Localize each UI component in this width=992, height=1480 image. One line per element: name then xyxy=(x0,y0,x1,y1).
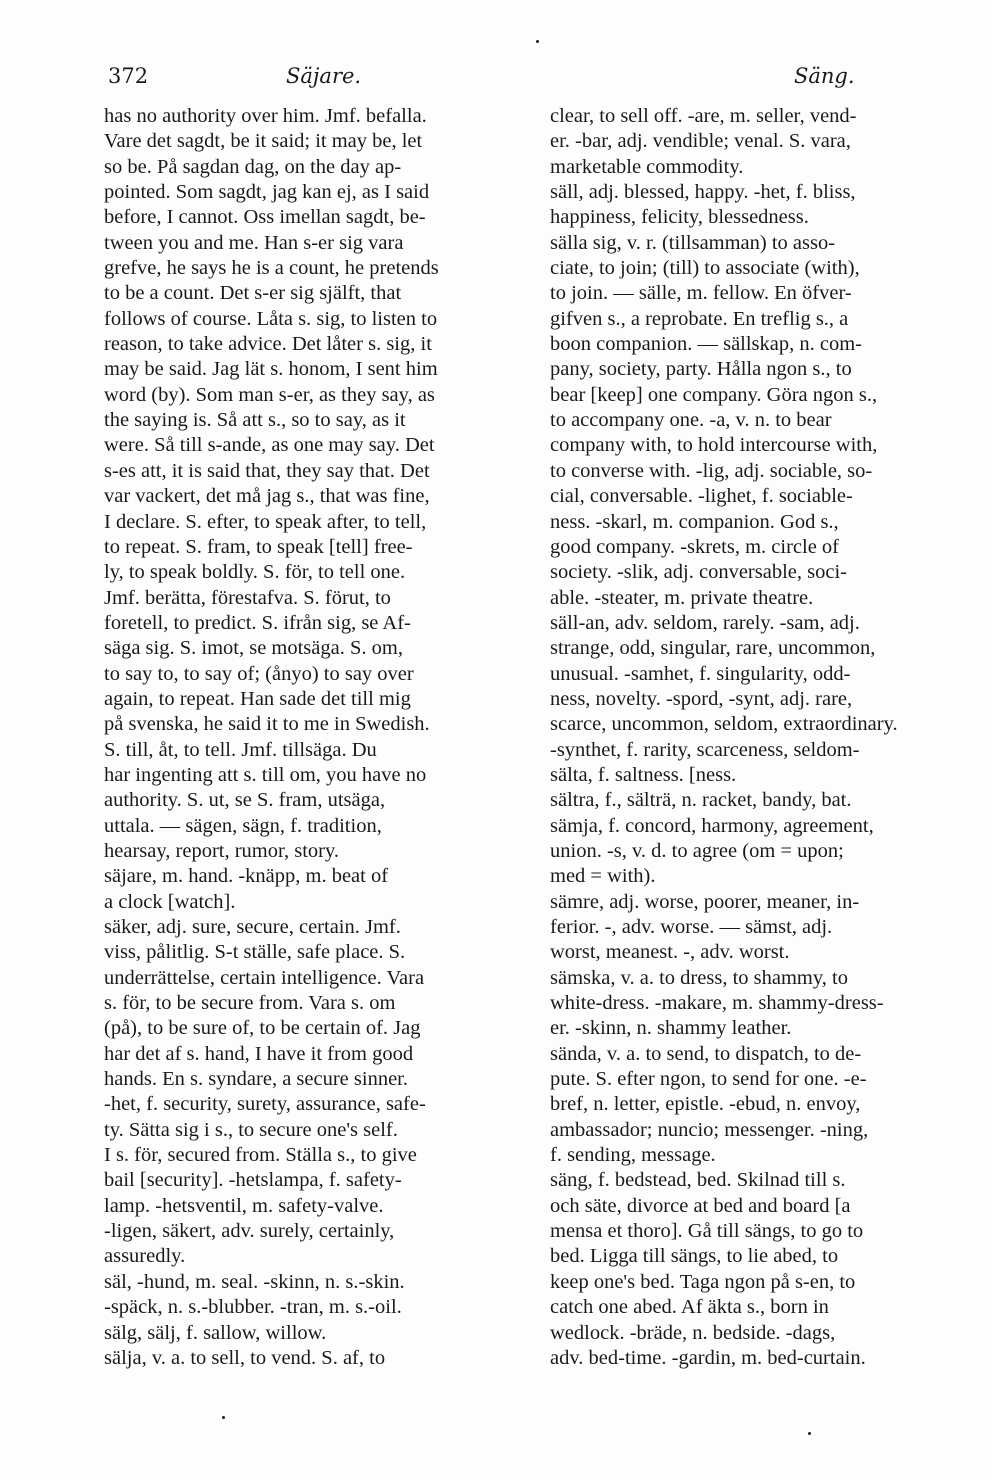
left-column-line: reason, to take advice. Det låter s. sig, it xyxy=(104,333,432,356)
left-column-line: sälja, v. a. to sell, to vend. S. af, to xyxy=(104,1346,386,1369)
right-column-line: bear [keep] one company. Göra ngon s., xyxy=(550,383,878,406)
right-column-line: sämre, adj. worse, poorer, meaner, in- xyxy=(550,890,860,913)
right-column-line: er. -skinn, n. shammy leather. xyxy=(550,1017,792,1040)
left-column-line: so be. På sagdan dag, on the day ap- xyxy=(104,155,402,178)
left-column-line: tween you and me. Han s-er sig vara xyxy=(104,231,404,254)
right-column xyxy=(550,104,978,1371)
right-column-line: sämja, f. concord, harmony, agreement, xyxy=(550,814,874,837)
right-column-line: er. -bar, adj. vendible; venal. S. vara, xyxy=(550,130,851,153)
left-column-line: assuredly. xyxy=(104,1245,186,1268)
right-column-line: to accompany one. -a, v. n. to bear xyxy=(550,409,832,432)
left-column-line: the saying is. Så att s., so to say, as it xyxy=(104,409,406,432)
right-column-line: marketable commodity. xyxy=(550,155,744,178)
right-column-line: gifven s., a reprobate. En treflig s., a xyxy=(550,307,849,330)
right-column-line: scarce, uncommon, seldom, extraordinary. xyxy=(550,713,898,736)
left-column-line: säl, -hund, m. seal. -skinn, n. s.-skin. xyxy=(104,1270,405,1293)
left-column-line: sälg, sälj, f. sallow, willow. xyxy=(104,1321,327,1344)
right-column-line: white-dress. -makare, m. shammy-dress- xyxy=(550,992,884,1015)
left-column-line: to say to, to say of; (ånyo) to say over xyxy=(104,662,414,685)
left-column-line: säker, adj. sure, secure, certain. Jmf. xyxy=(104,916,401,938)
left-column-line: lamp. -hetsventil, m. safety-valve. xyxy=(104,1194,384,1217)
left-column-line: before, I cannot. Oss imellan sagdt, be- xyxy=(104,206,426,229)
right-column-line: happiness, felicity, blessedness. xyxy=(550,206,809,229)
left-column-line: to be a count. Det s-er sig själft, that xyxy=(104,282,402,305)
left-column xyxy=(104,104,532,1371)
left-column-line: -het, f. security, surety, assurance, safe- xyxy=(104,1093,426,1116)
right-column-line: sända, v. a. to send, to dispatch, to de- xyxy=(550,1042,862,1065)
right-column-line: bed. Ligga till sängs, to lie abed, to xyxy=(550,1245,839,1268)
print-speck xyxy=(536,40,539,43)
left-column-line: were. Så till s-ande, as one may say. Det xyxy=(104,434,435,457)
right-column-line: boon companion. — sällskap, n. com- xyxy=(550,333,863,356)
left-column-line: ty. Sätta sig i s., to secure one's self. xyxy=(104,1118,398,1141)
left-column-line: har ingenting att s. till om, you have no xyxy=(104,763,427,786)
left-column-line: har det af s. hand, I have it from good xyxy=(104,1042,414,1065)
right-column-line: -synthet, f. rarity, scarceness, seldom- xyxy=(550,738,860,761)
left-column-line: -ligen, säkert, adv. surely, certainly, xyxy=(104,1220,395,1243)
right-column-line: pany, society, party. Hålla ngon s., to xyxy=(550,358,852,381)
right-column-line: sämska, v. a. to dress, to shammy, to xyxy=(550,966,848,989)
right-column-line: säll-an, adv. seldom, rarely. -sam, adj. xyxy=(550,611,860,634)
left-column-line: säga sig. S. imot, se motsäga. S. om, xyxy=(104,637,403,660)
right-column-line: to join. — sälle, m. fellow. En öfver- xyxy=(550,282,852,305)
left-column-line: s. för, to be secure from. Vara s. om xyxy=(104,992,396,1015)
left-column-line: I s. för, secured from. Ställa s., to give xyxy=(104,1144,417,1167)
right-column-line: mensa et thoro]. Gå till sängs, to go to xyxy=(550,1220,864,1243)
right-column-line: keep one's bed. Taga ngon på s-en, to xyxy=(550,1270,856,1293)
left-column-line: viss, pålitlig. S-t ställe, safe place. S. xyxy=(104,941,406,964)
right-column-line: ferior. -, adv. worse. — sämst, adj. xyxy=(550,916,833,938)
left-column-line: hands. En s. syndare, a secure sinner. xyxy=(104,1068,408,1091)
left-column-line: grefve, he says he is a count, he pretends xyxy=(104,257,439,280)
right-column-line: bref, n. letter, epistle. -ebud, n. envoy, xyxy=(550,1093,861,1116)
right-column-line: society. -slik, adj. conversable, soci- xyxy=(550,561,847,584)
left-column-line: s-es att, it is said that, they say that. Det xyxy=(104,459,430,482)
left-column-line: word (by). Som man s-er, as they say, as xyxy=(104,383,435,406)
left-column-line: S. till, åt, to tell. Jmf. tillsäga. Du xyxy=(104,738,377,761)
right-column-line: säll, adj. blessed, happy. -het, f. bliss, xyxy=(550,181,856,204)
print-speck xyxy=(808,1432,811,1435)
left-guide-word: Säjare. xyxy=(286,64,362,88)
right-guide-word: Säng. xyxy=(794,64,855,88)
left-column-line: a clock [watch]. xyxy=(104,890,236,913)
right-column-line: company with, to hold intercourse with, xyxy=(550,434,878,457)
right-column-line: unusual. -samhet, f. singularity, odd- xyxy=(550,662,851,685)
left-column-line: I declare. S. efter, to speak after, to tell, xyxy=(104,510,427,533)
left-column-line: has no authority over him. Jmf. befalla. xyxy=(104,105,427,127)
left-column-line: på svenska, he said it to me in Swedish. xyxy=(104,713,430,736)
right-column-line: able. -steater, m. private theatre. xyxy=(550,586,814,609)
left-column-line: -späck, n. s.-blubber. -tran, m. s.-oil. xyxy=(104,1296,402,1319)
left-column-line: underrättelse, certain intelligence. Vara xyxy=(104,966,425,989)
right-column-line: f. sending, message. xyxy=(550,1144,716,1167)
right-column-line: to converse with. -lig, adj. sociable, so- xyxy=(550,459,873,482)
right-column-line: good company. -skrets, m. circle of xyxy=(550,535,840,558)
right-column-line: ambassador; nuncio; messenger. -ning, xyxy=(550,1118,869,1141)
left-column-line: uttala. — sägen, sägn, f. tradition, xyxy=(104,814,382,837)
left-column-line: säjare, m. hand. -knäpp, m. beat of xyxy=(104,865,389,888)
right-column-line: sälla sig, v. r. (tillsamman) to asso- xyxy=(550,231,836,254)
right-column-line: med = with). xyxy=(550,865,656,888)
left-column-line: (på), to be sure of, to be certain of. Jag xyxy=(104,1017,421,1040)
left-column-line: pointed. Som sagdt, jag kan ej, as I said xyxy=(104,181,430,204)
right-column-line: ciate, to join; (till) to associate (with), xyxy=(550,257,860,280)
right-column-line: pute. S. efter ngon, to send for one. -e- xyxy=(550,1068,867,1091)
right-column-line: adv. bed-time. -gardin, m. bed-curtain. xyxy=(550,1346,866,1369)
right-column-line: union. -s, v. d. to agree (om = upon; xyxy=(550,839,844,862)
right-column-line: och säte, divorce at bed and board [a xyxy=(550,1194,851,1217)
right-column-line: worst, meanest. -, adv. worst. xyxy=(550,941,790,964)
right-column-line: clear, to sell off. -are, m. seller, vend- xyxy=(550,105,857,127)
left-column-line: follows of course. Låta s. sig, to listen to xyxy=(104,307,438,330)
left-column-line: var vackert, det må jag s., that was fine, xyxy=(104,485,430,508)
left-column-line: may be said. Jag lät s. honom, I sent him xyxy=(104,358,438,381)
left-column-line: Vare det sagdt, be it said; it may be, let xyxy=(104,130,423,153)
right-column-line: säng, f. bedstead, bed. Skilnad till s. xyxy=(550,1169,846,1192)
right-column-line: strange, odd, singular, rare, uncommon, xyxy=(550,637,876,660)
right-column-line: cial, conversable. -lighet, f. sociable- xyxy=(550,485,853,508)
left-column-line: ly, to speak boldly. S. för, to tell one. xyxy=(104,561,406,584)
right-column-line: sältra, f., sälträ, n. racket, bandy, bat. xyxy=(550,789,852,812)
left-column-line: authority. S. ut, se S. fram, utsäga, xyxy=(104,789,386,812)
right-column-line: wedlock. -bräde, n. bedside. -dags, xyxy=(550,1321,836,1344)
left-column-line: foretell, to predict. S. ifrån sig, se Af- xyxy=(104,611,411,634)
page-number: 372 xyxy=(108,64,149,88)
right-column-line: sälta, f. saltness. [ness. xyxy=(550,763,737,786)
left-column-line: to repeat. S. fram, to speak [tell] free- xyxy=(104,535,413,558)
print-speck xyxy=(222,1416,225,1419)
right-column-line: ness. -skarl, m. companion. God s., xyxy=(550,510,839,533)
right-column-line: catch one abed. Af äkta s., born in xyxy=(550,1296,829,1319)
left-column-line: hearsay, report, rumor, story. xyxy=(104,839,340,862)
left-column-line: Jmf. berätta, förestafva. S. förut, to xyxy=(104,586,391,609)
left-column-line: bail [security]. -hetslampa, f. safety- xyxy=(104,1169,402,1192)
left-column-line: again, to repeat. Han sade det till mig xyxy=(104,687,411,710)
right-column-line: ness, novelty. -spord, -synt, adj. rare, xyxy=(550,687,853,710)
